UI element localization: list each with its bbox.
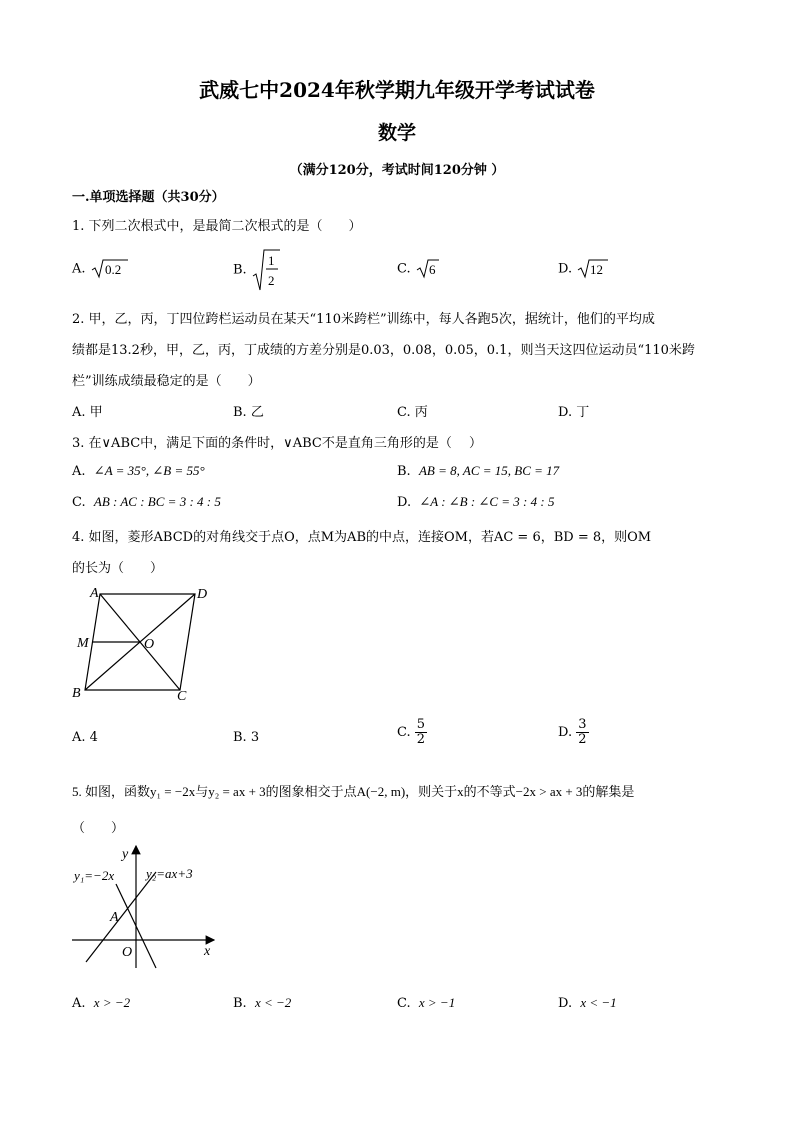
option-text: 乙 <box>250 405 264 420</box>
option-text: AB = 8, AC = 15, BC = 17 <box>418 463 560 478</box>
sqrt-expression <box>90 258 130 280</box>
option-text: 4 <box>89 730 98 745</box>
option-text: ∠A : ∠B : ∠C = 3 : 4 : 5 <box>419 494 555 509</box>
option-text: ∠A = 35°, ∠B = 55° <box>93 463 205 478</box>
option-label: B. <box>233 262 247 278</box>
option-d[interactable]: D. ∠A : ∠B : ∠C = 3 : 4 : 5 <box>397 494 555 510</box>
label-o: O <box>144 637 155 652</box>
option-text: 丁 <box>576 405 590 420</box>
option-d[interactable] <box>558 258 610 280</box>
option-b[interactable]: B. 乙 <box>233 405 264 420</box>
option-text: x < −2 <box>254 995 292 1010</box>
rhombus-figure <box>70 582 220 704</box>
label-m: M <box>77 636 89 651</box>
label-x-axis: x <box>204 944 211 959</box>
option-text: x < −1 <box>580 995 617 1010</box>
option-c[interactable]: C. AB : AC : BC = 3 : 4 : 5 <box>72 494 221 510</box>
option-text: x > −2 <box>93 995 131 1010</box>
option-text: 甲 <box>89 405 103 420</box>
question-1-stem: 1. 下列二次根式中，是最简二次根式的是（ ） <box>72 219 362 234</box>
option-d[interactable]: D. $\frac{3}{2}$ <box>558 717 587 747</box>
option-text: 丙 <box>414 405 428 420</box>
label-point-a: A <box>110 910 119 925</box>
fraction: $\frac{5}{2}$ <box>416 717 426 747</box>
question-4-line-1: 4. 如图，菱形ABCD的对角线交于点O，点M为AB的中点，连接OM，若AC = 6，BD = 8，则OM <box>72 530 652 545</box>
fraction-numerator: 1 <box>267 253 275 268</box>
function-graph-figure <box>66 840 226 970</box>
label-y2: y₂=ax+3 <box>146 866 193 881</box>
fraction-denominator: 2 <box>267 273 275 288</box>
option-c[interactable]: C. x > −1 <box>397 995 456 1011</box>
label-y1: y₁=−2x <box>74 868 115 883</box>
label-a: A <box>90 586 99 601</box>
option-b[interactable] <box>233 248 281 292</box>
option-a[interactable] <box>72 258 130 280</box>
option-b[interactable]: B. x < −2 <box>233 995 292 1011</box>
subject-title: 数学 <box>377 122 416 144</box>
label-d: D <box>197 587 208 602</box>
option-c[interactable]: C. 丙 <box>397 405 428 420</box>
question-2-line-2: 绩都是13.2秒，甲，乙，丙，丁成绩的方差分别是0.03，0.08，0.05，0.1，则当天这四位运动员“110米跨 <box>72 343 695 358</box>
option-a[interactable]: A. x > −2 <box>72 995 131 1011</box>
section-heading: 一.单项选择题（共30分） <box>72 190 225 205</box>
fraction: $\frac{3}{2}$ <box>578 717 587 747</box>
option-c[interactable]: C. $\frac{5}{2}$ <box>397 717 426 747</box>
label-c: C <box>177 689 187 704</box>
label-origin: O <box>122 945 133 960</box>
radicand: 0.2 <box>104 262 121 277</box>
option-a[interactable]: A. 4 <box>72 730 98 745</box>
option-label: C. <box>397 261 411 277</box>
option-d[interactable]: D. 丁 <box>558 405 590 420</box>
question-5-line-2: （ ） <box>72 821 125 836</box>
option-label: D. <box>558 261 573 277</box>
option-a[interactable]: A. ∠A = 35°, ∠B = 55° <box>72 463 205 479</box>
option-text: x > −1 <box>418 995 456 1010</box>
exam-title: 武威七中2024年秋学期九年级开学考试试卷 <box>199 78 595 102</box>
label-y-axis: y <box>122 847 129 862</box>
radical-sign-icon <box>90 258 130 280</box>
option-b[interactable]: B. 3 <box>233 730 260 745</box>
option-label: A. <box>72 261 86 277</box>
radical-sign-icon <box>576 258 610 280</box>
question-2-line-1: 2. 甲，乙，丙，丁四位跨栏运动员在某天“110米跨栏”训练中，每人各跑5次，据统计，他们的平均成 <box>72 312 655 327</box>
question-5-line-1: 5. 如图，函数y₁ = −2x与y₂ = ax + 3的图象相交于点A(−2, m)，则关于x的不等式−2x > ax + 3的解集是 <box>72 784 635 799</box>
radicand: 12 <box>590 262 604 277</box>
line-y2 <box>86 872 156 962</box>
label-b: B <box>72 686 81 701</box>
option-c[interactable] <box>397 258 441 280</box>
option-d[interactable]: D. x < −1 <box>558 995 617 1011</box>
exam-info: （满分120分，考试时间120分钟 ） <box>289 163 505 178</box>
question-2-line-3: 栏”训练成绩最稳定的是（ ） <box>72 374 261 389</box>
option-a[interactable]: A. 甲 <box>72 405 103 420</box>
radicand: 6 <box>428 262 436 277</box>
option-text: 3 <box>250 730 260 745</box>
question-3-stem: 3. 在∨ABC中，满足下面的条件时，∨ABC不是直角三角形的是（ ） <box>72 436 482 451</box>
sqrt-fraction <box>251 248 281 292</box>
radical-sign-icon <box>415 258 441 280</box>
option-text: AB : AC : BC = 3 : 4 : 5 <box>93 494 221 509</box>
question-4-line-2: 的长为（ ） <box>72 561 164 576</box>
option-b[interactable]: B. AB = 8, AC = 15, BC = 17 <box>397 463 560 479</box>
